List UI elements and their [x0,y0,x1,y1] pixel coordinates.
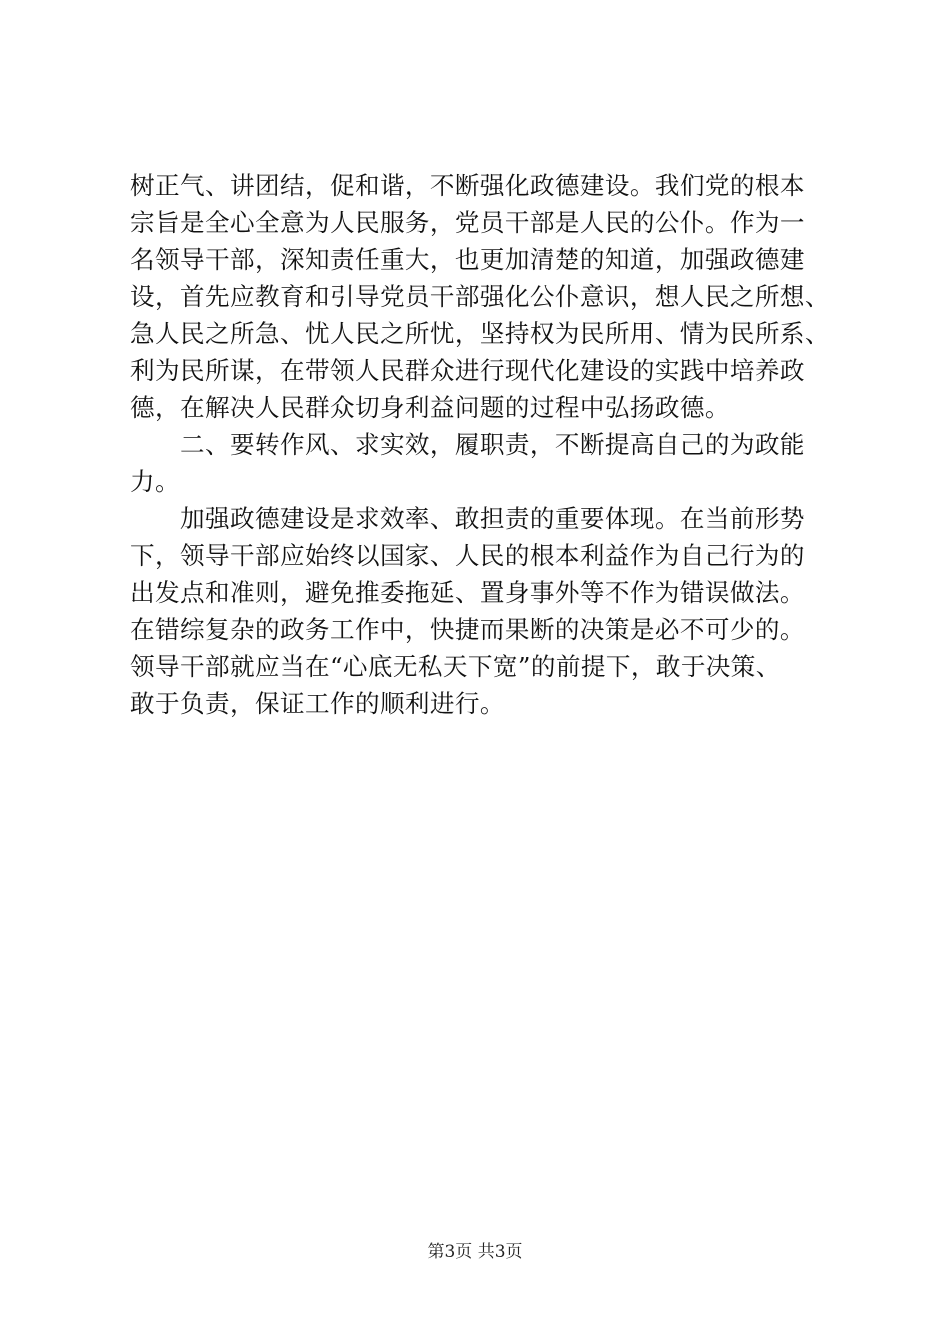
text-line: 领导干部就应当在“心底无私天下宽”的前提下，敢于决策、 [130,652,781,681]
text-line: 树正气、讲团结，促和谐，不断强化政德建设。我们党的根本 [130,171,805,200]
section-heading: 二、要转作风、求实效，履职责，不断提高自己的为政能 [130,430,805,459]
text-line: 设，首先应教育和引导党员干部强化公仆意识，想人民之所想、 [130,282,830,311]
text-line: 在错综复杂的政务工作中，快捷而果断的决策是必不可少的。 [130,615,805,644]
section-heading-continued: 力。 [130,467,180,496]
text-line: 德，在解决人民群众切身利益问题的过程中弘扬政德。 [130,393,730,422]
text-line: 名领导干部，深知责任重大，也更加清楚的知道，加强政德建 [130,245,805,274]
text-line: 敢于负责，保证工作的顺利进行。 [130,689,505,718]
text-line: 宗旨是全心全意为人民服务，党员干部是人民的公仆。作为一 [130,208,805,237]
text-line: 下，领导干部应始终以国家、人民的根本利益作为自己行为的 [130,541,805,570]
page-footer: 第3页 共3页 [427,1242,523,1262]
text-line: 利为民所谋，在带领人民群众进行现代化建设的实践中培养政 [130,356,805,385]
text-line: 加强政德建设是求效率、敢担责的重要体现。在当前形势 [130,504,805,533]
text-line: 急人民之所急、忧人民之所忧，坚持权为民所用、情为民所系、 [130,319,830,348]
text-line: 出发点和准则，避免推委拖延、置身事外等不作为错误做法。 [130,578,805,607]
